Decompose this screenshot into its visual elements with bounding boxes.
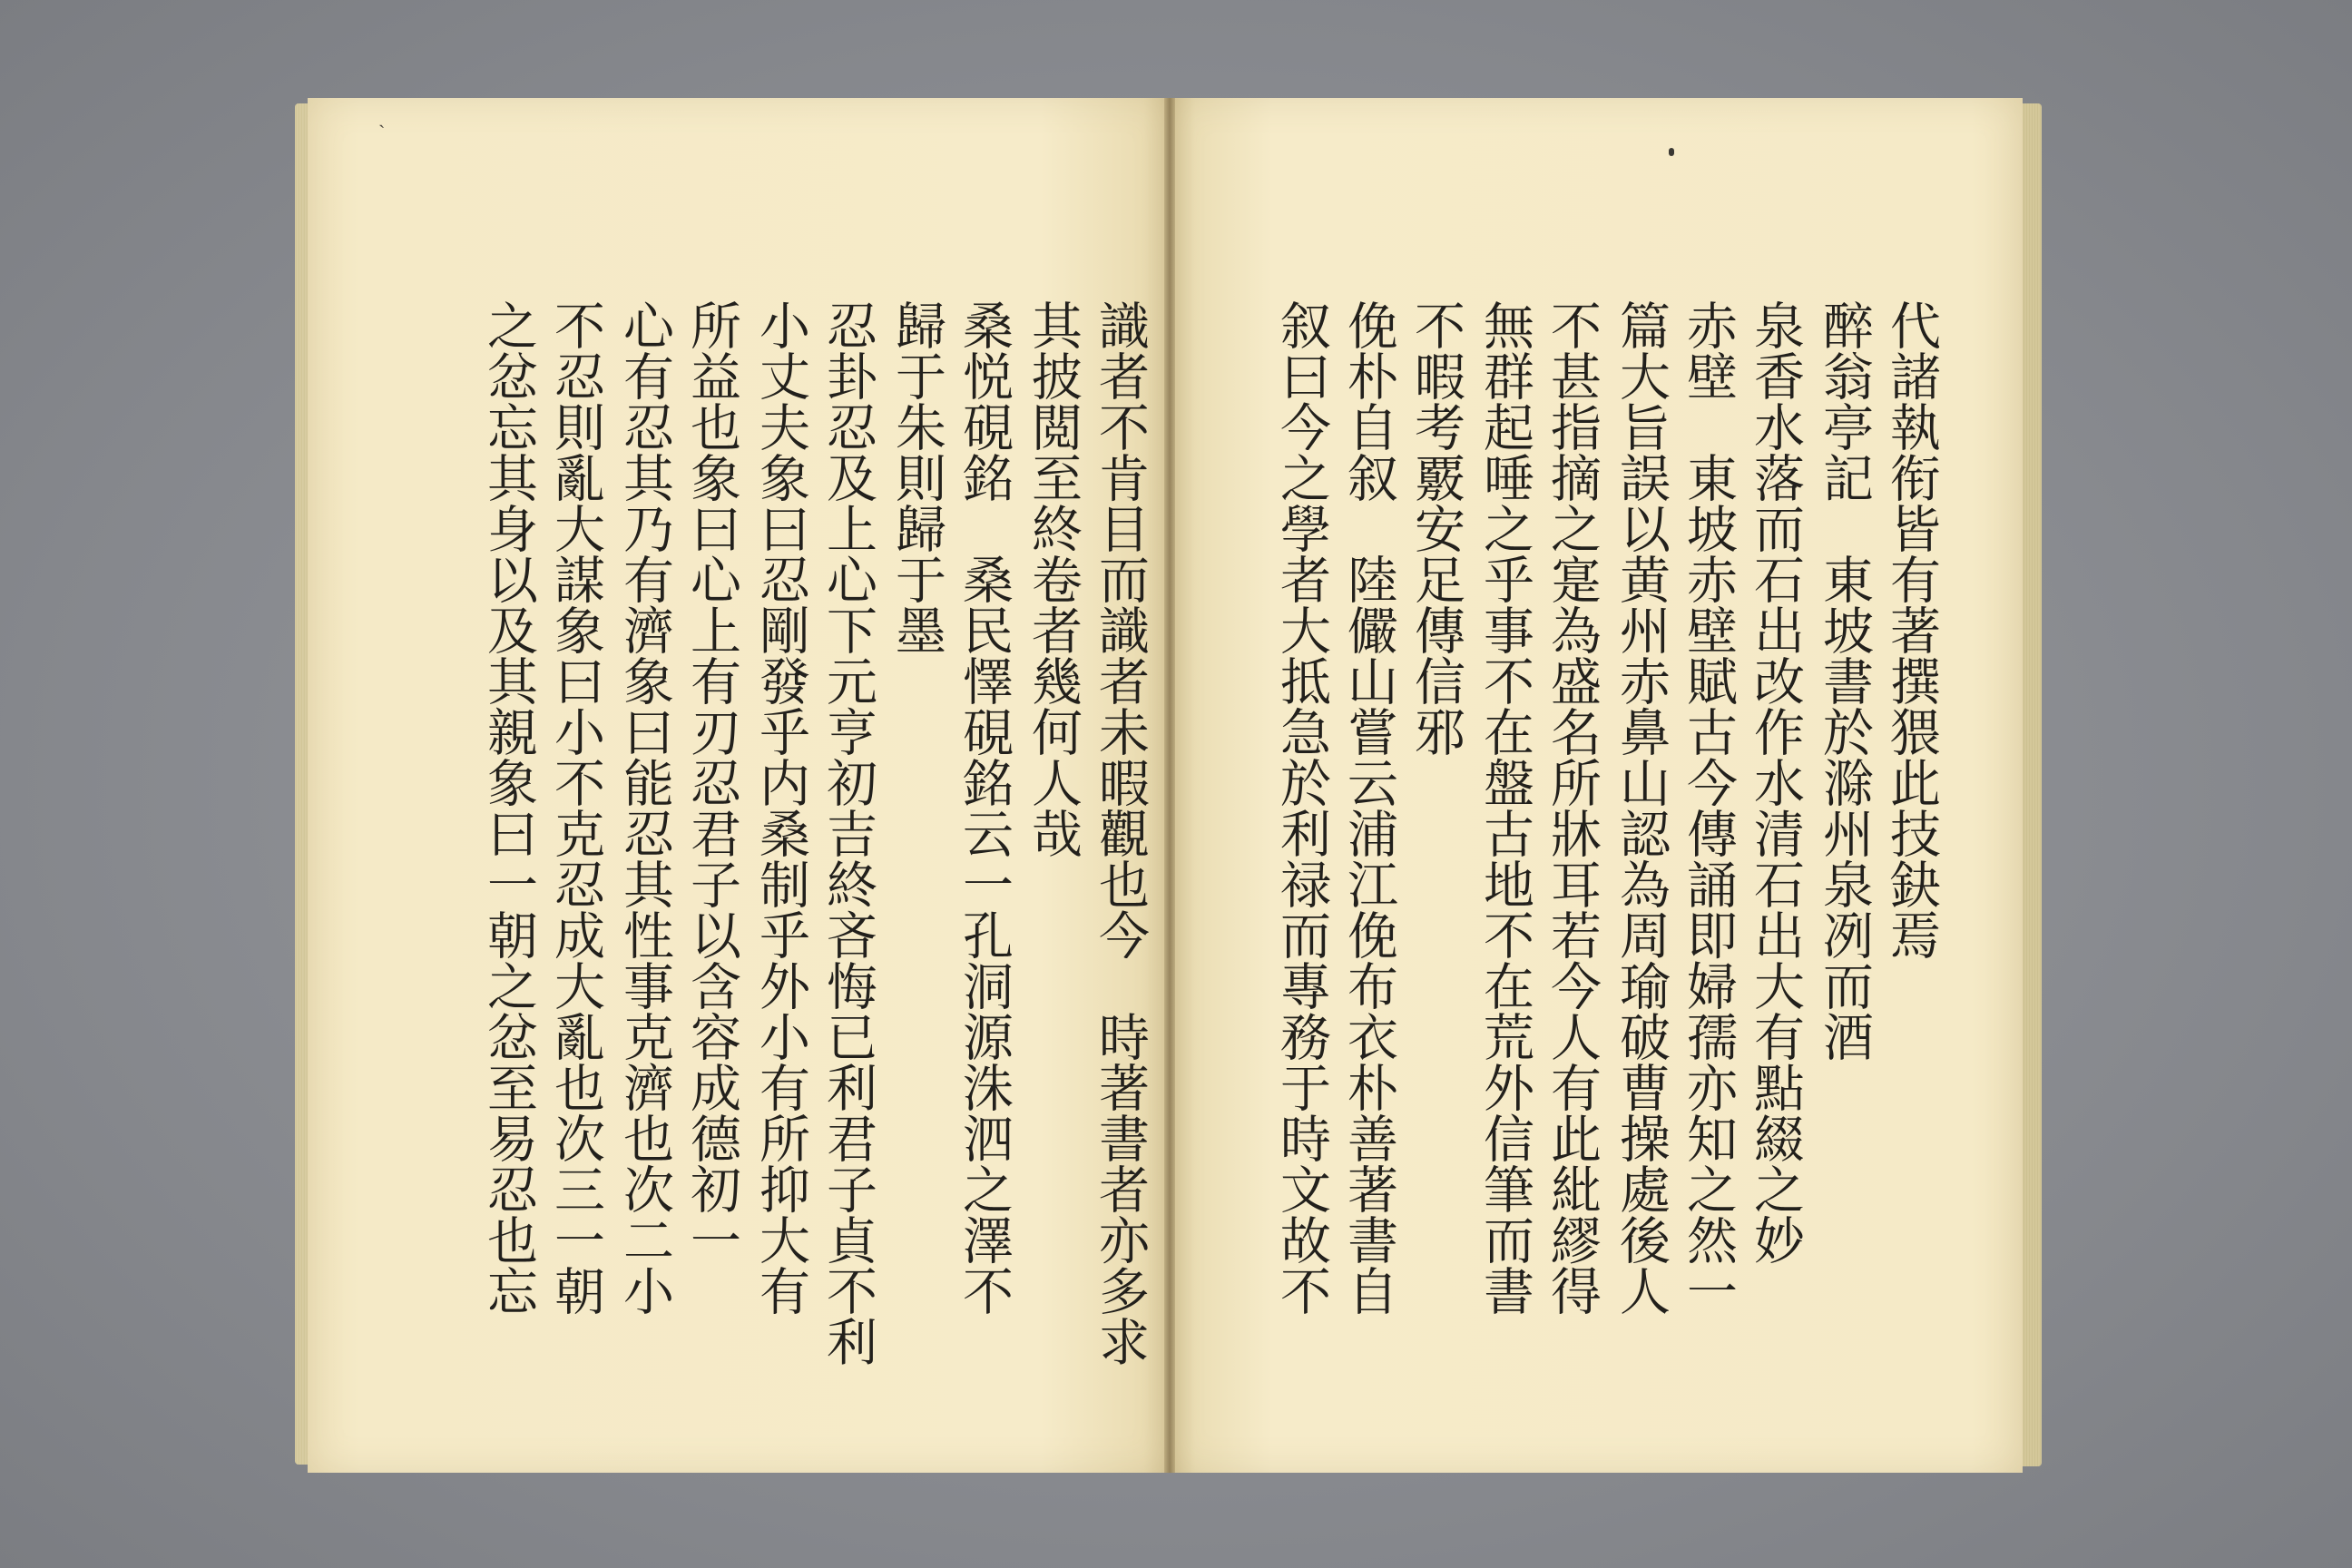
right-column-4: 赤壁 東坡赤壁賦古今傳誦即婦孺亦知之然一 <box>1679 299 1738 1316</box>
ink-spot <box>1669 148 1674 156</box>
open-book <box>295 98 2042 1473</box>
left-column-2: 其披閲至終卷者幾何人哉 <box>1024 299 1083 858</box>
right-column-7: 無群起唾之乎事不在盤古地不在荒外信筆而書 <box>1475 299 1534 1316</box>
left-column-10: 之忿忘其身以及其親象曰一朝之忿至易忍也忘 <box>479 299 538 1316</box>
right-page <box>1170 98 2023 1473</box>
corner-mark: ˏ <box>378 106 386 129</box>
left-column-4: 歸于朱則歸于墨 <box>887 299 946 655</box>
left-column-5: 忍卦忍及上心下元亨初吉終吝悔已利君子貞不利 <box>818 299 877 1367</box>
right-column-10: 叙曰今之學者大抵急於利禄而專務于時文故不 <box>1272 299 1331 1316</box>
right-column-2: 醉翁亭記 東坡書於滁州泉冽而酒 <box>1815 299 1874 1062</box>
left-column-9: 不忍則亂大謀象曰小不克忍成大亂也次三一朝 <box>546 299 605 1316</box>
left-column-3: 桑悦硯銘 桑民懌硯銘云一孔洞源洙泗之澤不 <box>955 299 1014 1316</box>
right-column-3: 泉香水落而石出改作水清石出大有點綴之妙 <box>1746 299 1805 1265</box>
left-column-1: 識者不肯目而識者未暇觀也今 時著書者亦多求 <box>1091 299 1150 1367</box>
left-page <box>308 98 1170 1473</box>
left-column-6: 小丈夫象曰忍剛發乎内桑制乎外小有所抑大有 <box>751 299 810 1316</box>
book-gutter <box>1164 98 1175 1473</box>
right-column-9: 俛朴自叙 陸儼山嘗云浦江俛布衣朴善著書自 <box>1339 299 1398 1316</box>
right-column-1: 代諸執衔皆有著撰猥此技鈌焉 <box>1882 299 1941 960</box>
right-column-8: 不暇考覈安足傳信邪 <box>1406 299 1465 757</box>
left-column-7: 所益也象曰心上有刃忍君子以含容成德初一 <box>682 299 741 1265</box>
right-column-6: 不甚指摘之寔為盛名所牀耳若今人有此紕繆得 <box>1543 299 1602 1316</box>
right-page-edges <box>2020 103 2042 1466</box>
left-column-8: 心有忍其乃有濟象曰能忍其性事克濟也次二小 <box>615 299 674 1316</box>
right-column-5: 篇大旨誤以黄州赤鼻山認為周瑜破曹操處後人 <box>1612 299 1671 1316</box>
